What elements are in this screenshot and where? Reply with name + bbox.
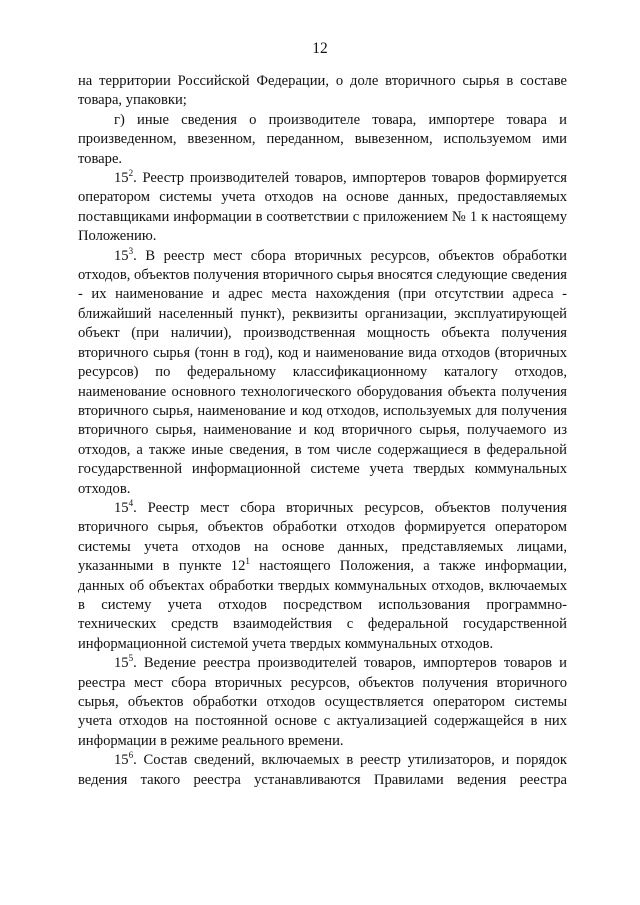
paragraph: [78, 751, 567, 790]
text-segment: 15: [114, 752, 129, 769]
text-segment: . Ведение реестра производителей товаров, импортеров товаров и реестра мест сбора вторичных ресурсов, объектов получения вторичного сырья, объектов обработки отходов осуществляется оператором системы учета отходов на постоянной основе с актуализацией содержащейся в них информации в режиме реального времени.: [78, 655, 567, 749]
superscript: 3: [128, 245, 134, 256]
paragraph: [78, 72, 567, 111]
text-segment: . В реестр мест сбора вторичных ресурсов, объектов обработки отходов, объектов получения вторичного сырья вносятся следующие сведения - их наименование и адрес места нахождения (при отсутствии адреса - ближайший населенный пункт), реквизиты организации, эксплуатирующей объект (при наличии), производственная мощность объекта получения вторичного сырья (тонн в год), код и наименование вида отходов (вторичных ресурсов) по федеральному классификационному каталогу отходов, наименование основного технологического оборудования объекта получения вторичного сырья, наименование и код отходов, используемых для получения вторичного сырья, наименование и код вторичного сырья, получаемого из отходов, а также иные сведения, в том числе содержащиеся в федеральной государственной информационной системе учета твердых коммунальных отходов.: [78, 247, 567, 497]
superscript: 6: [128, 750, 134, 761]
text-segment: г) иные сведения о производителе товара, импортере товара и произведенном, ввезенном, переданном, вывезенном, используемом ими товаре.: [78, 111, 567, 167]
text-segment: . Реестр мест сбора вторичных ресурсов, объектов получения вторичного сырья, объектов обработки отходов формируется оператором системы учета отходов на основе данных, представляемых лицами, указанными в пункте 12: [78, 499, 567, 575]
paragraph: [78, 247, 567, 499]
superscript: 5: [128, 653, 134, 664]
document-body: [78, 72, 567, 790]
paragraph: [78, 654, 567, 751]
paragraph: [78, 111, 567, 169]
paragraph: [78, 169, 567, 247]
paragraph: [78, 499, 567, 654]
text-segment: 15: [114, 170, 129, 187]
text-segment: настоящего Положения, а также информации, данных об объектах обработки твердых коммунальных отходов, включаемых в систему учета отходов посредством использования программно-технических средств взаимодействия с федеральной государственной информационной системой учета твердых коммунальных отходов.: [78, 558, 567, 652]
superscript: 2: [128, 168, 134, 179]
superscript: 4: [128, 497, 134, 508]
superscript: 1: [245, 556, 250, 567]
text-segment: на территории Российской Федерации, о доле вторичного сырья в составе товара, упаковки;: [78, 73, 567, 109]
text-segment: . Реестр производителей товаров, импортеров товаров формируется оператором системы учета отходов на основе данных, предоставляемых поставщиками информации в соответствии с приложением № 1 к настоящему Положению.: [78, 170, 567, 245]
text-segment: 15: [114, 655, 129, 672]
text-segment: . Состав сведений, включаемых в реестр утилизаторов, и порядок ведения такого реестра устанавливаются Правилами ведения реестра: [78, 752, 567, 788]
text-segment: 15: [114, 499, 129, 516]
text-segment: 15: [114, 247, 129, 264]
page-number: 12: [312, 40, 328, 57]
